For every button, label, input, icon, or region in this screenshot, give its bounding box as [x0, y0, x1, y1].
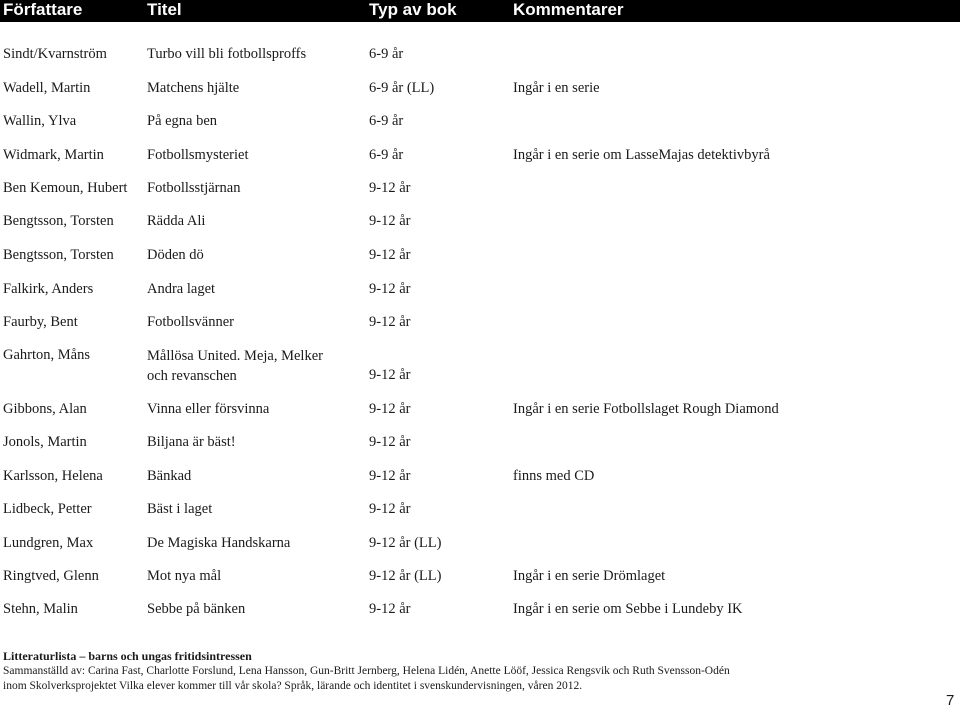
comment-cell: finns med CD [513, 468, 595, 484]
author-cell: Bengtsson, Torsten [3, 247, 114, 263]
title-cell: Matchens hjälte [147, 80, 240, 96]
title-cell: Turbo vill bli fotbollsproffs [147, 46, 307, 62]
header-type: Typ av bok [369, 0, 457, 19]
author-cell: Gibbons, Alan [3, 401, 87, 417]
author-cell: Faurby, Bent [3, 314, 78, 330]
table-row [0, 212, 960, 232]
title-cell: Fotbollsvänner [147, 314, 234, 330]
title-cell: De Magiska Handskarna [147, 535, 291, 551]
table-row [0, 280, 960, 300]
table-row [0, 433, 960, 453]
table-row [0, 534, 960, 554]
table-row [0, 600, 960, 620]
header-comment: Kommentarer [513, 0, 624, 19]
author-cell: Stehn, Malin [3, 601, 78, 617]
title-cell [147, 346, 323, 386]
table-row [0, 112, 960, 132]
title-cell: Mot nya mål [147, 568, 222, 584]
author-cell: Bengtsson, Torsten [3, 213, 114, 229]
title-cell: Rädda Ali [147, 213, 206, 229]
table-row [0, 246, 960, 266]
page-number: 7 [946, 692, 955, 709]
type-cell: 6-9 år [369, 147, 404, 163]
comment-cell: Ingår i en serie [513, 80, 600, 96]
type-cell: 9-12 år [369, 468, 411, 484]
table-row [0, 179, 960, 199]
author-cell: Sindt/Kvarnström [3, 46, 107, 62]
type-cell: 9-12 år [369, 180, 411, 196]
title-cell: Bänkad [147, 468, 192, 484]
type-cell: 9-12 år [369, 314, 411, 330]
title-cell: Döden dö [147, 247, 204, 263]
author-cell: Gahrton, Måns [3, 347, 90, 363]
author-cell: Karlsson, Helena [3, 468, 103, 484]
footer-project: inom Skolverksprojektet Vilka elever kommer till vår skola? Språk, lärande och identitet i svenskundervisningen, våren 2012. [3, 680, 583, 692]
comment-cell: Ingår i en serie Drömlaget [513, 568, 666, 584]
author-cell: Ben Kemoun, Hubert [3, 180, 128, 196]
footer-title: Litteraturlista – barns och ungas fritidsintressen [3, 649, 252, 663]
table-row [0, 400, 960, 420]
header-title: Titel [147, 0, 182, 19]
table-row [0, 313, 960, 333]
title-cell: Vinna eller försvinna [147, 401, 270, 417]
type-cell: 9-12 år (LL) [369, 568, 442, 584]
table-row [0, 79, 960, 99]
comment-cell: Ingår i en serie om LasseMajas detektivbyrå [513, 147, 770, 163]
header-author: Författare [3, 0, 83, 19]
table-row [0, 146, 960, 166]
type-cell: 6-9 år [369, 113, 404, 129]
author-cell: Widmark, Martin [3, 147, 104, 163]
page-footer [3, 649, 933, 694]
title-cell: Sebbe på bänken [147, 601, 246, 617]
type-cell: 9-12 år [369, 401, 411, 417]
table-row [0, 500, 960, 520]
type-cell: 9-12 år (LL) [369, 535, 442, 551]
title-cell: Fotbollsstjärnan [147, 180, 241, 196]
author-cell: Wallin, Ylva [3, 113, 77, 129]
author-cell: Ringtved, Glenn [3, 568, 99, 584]
table-row [0, 346, 960, 386]
title-cell: Fotbollsmysteriet [147, 147, 249, 163]
type-cell: 9-12 år [369, 434, 411, 450]
author-cell: Wadell, Martin [3, 80, 91, 96]
title-cell: Bäst i laget [147, 501, 213, 517]
type-cell: 9-12 år [369, 213, 411, 229]
title-cell: Andra laget [147, 281, 216, 297]
author-cell: Lundgren, Max [3, 535, 94, 551]
table-row [0, 45, 960, 65]
title-cell: Biljana är bäst! [147, 434, 236, 450]
type-cell: 6-9 år (LL) [369, 80, 435, 96]
type-cell: 9-12 år [369, 601, 411, 617]
type-cell: 9-12 år [369, 367, 411, 383]
title-line-1: Mållösa United. Meja, Melker [147, 348, 323, 364]
table-row [0, 467, 960, 487]
type-cell: 9-12 år [369, 281, 411, 297]
table-row [0, 567, 960, 587]
type-cell: 9-12 år [369, 501, 411, 517]
author-cell: Lidbeck, Petter [3, 501, 92, 517]
comment-cell: Ingår i en serie Fotbollslaget Rough Diamond [513, 401, 779, 417]
type-cell: 9-12 år [369, 247, 411, 263]
comment-cell: Ingår i en serie om Sebbe i Lundeby IK [513, 601, 743, 617]
title-cell: På egna ben [147, 113, 218, 129]
author-cell: Jonols, Martin [3, 434, 87, 450]
table-header [0, 0, 960, 22]
title-line-2: och revanschen [147, 368, 237, 384]
footer-credits: Sammanställd av: Carina Fast, Charlotte Forslund, Lena Hansson, Gun-Britt Jernberg, Helena Lidén, Anette Lööf, Jessica Rengsvik och Ruth Svensson-Odén [3, 665, 730, 677]
type-cell: 6-9 år [369, 46, 404, 62]
author-cell: Falkirk, Anders [3, 281, 94, 297]
